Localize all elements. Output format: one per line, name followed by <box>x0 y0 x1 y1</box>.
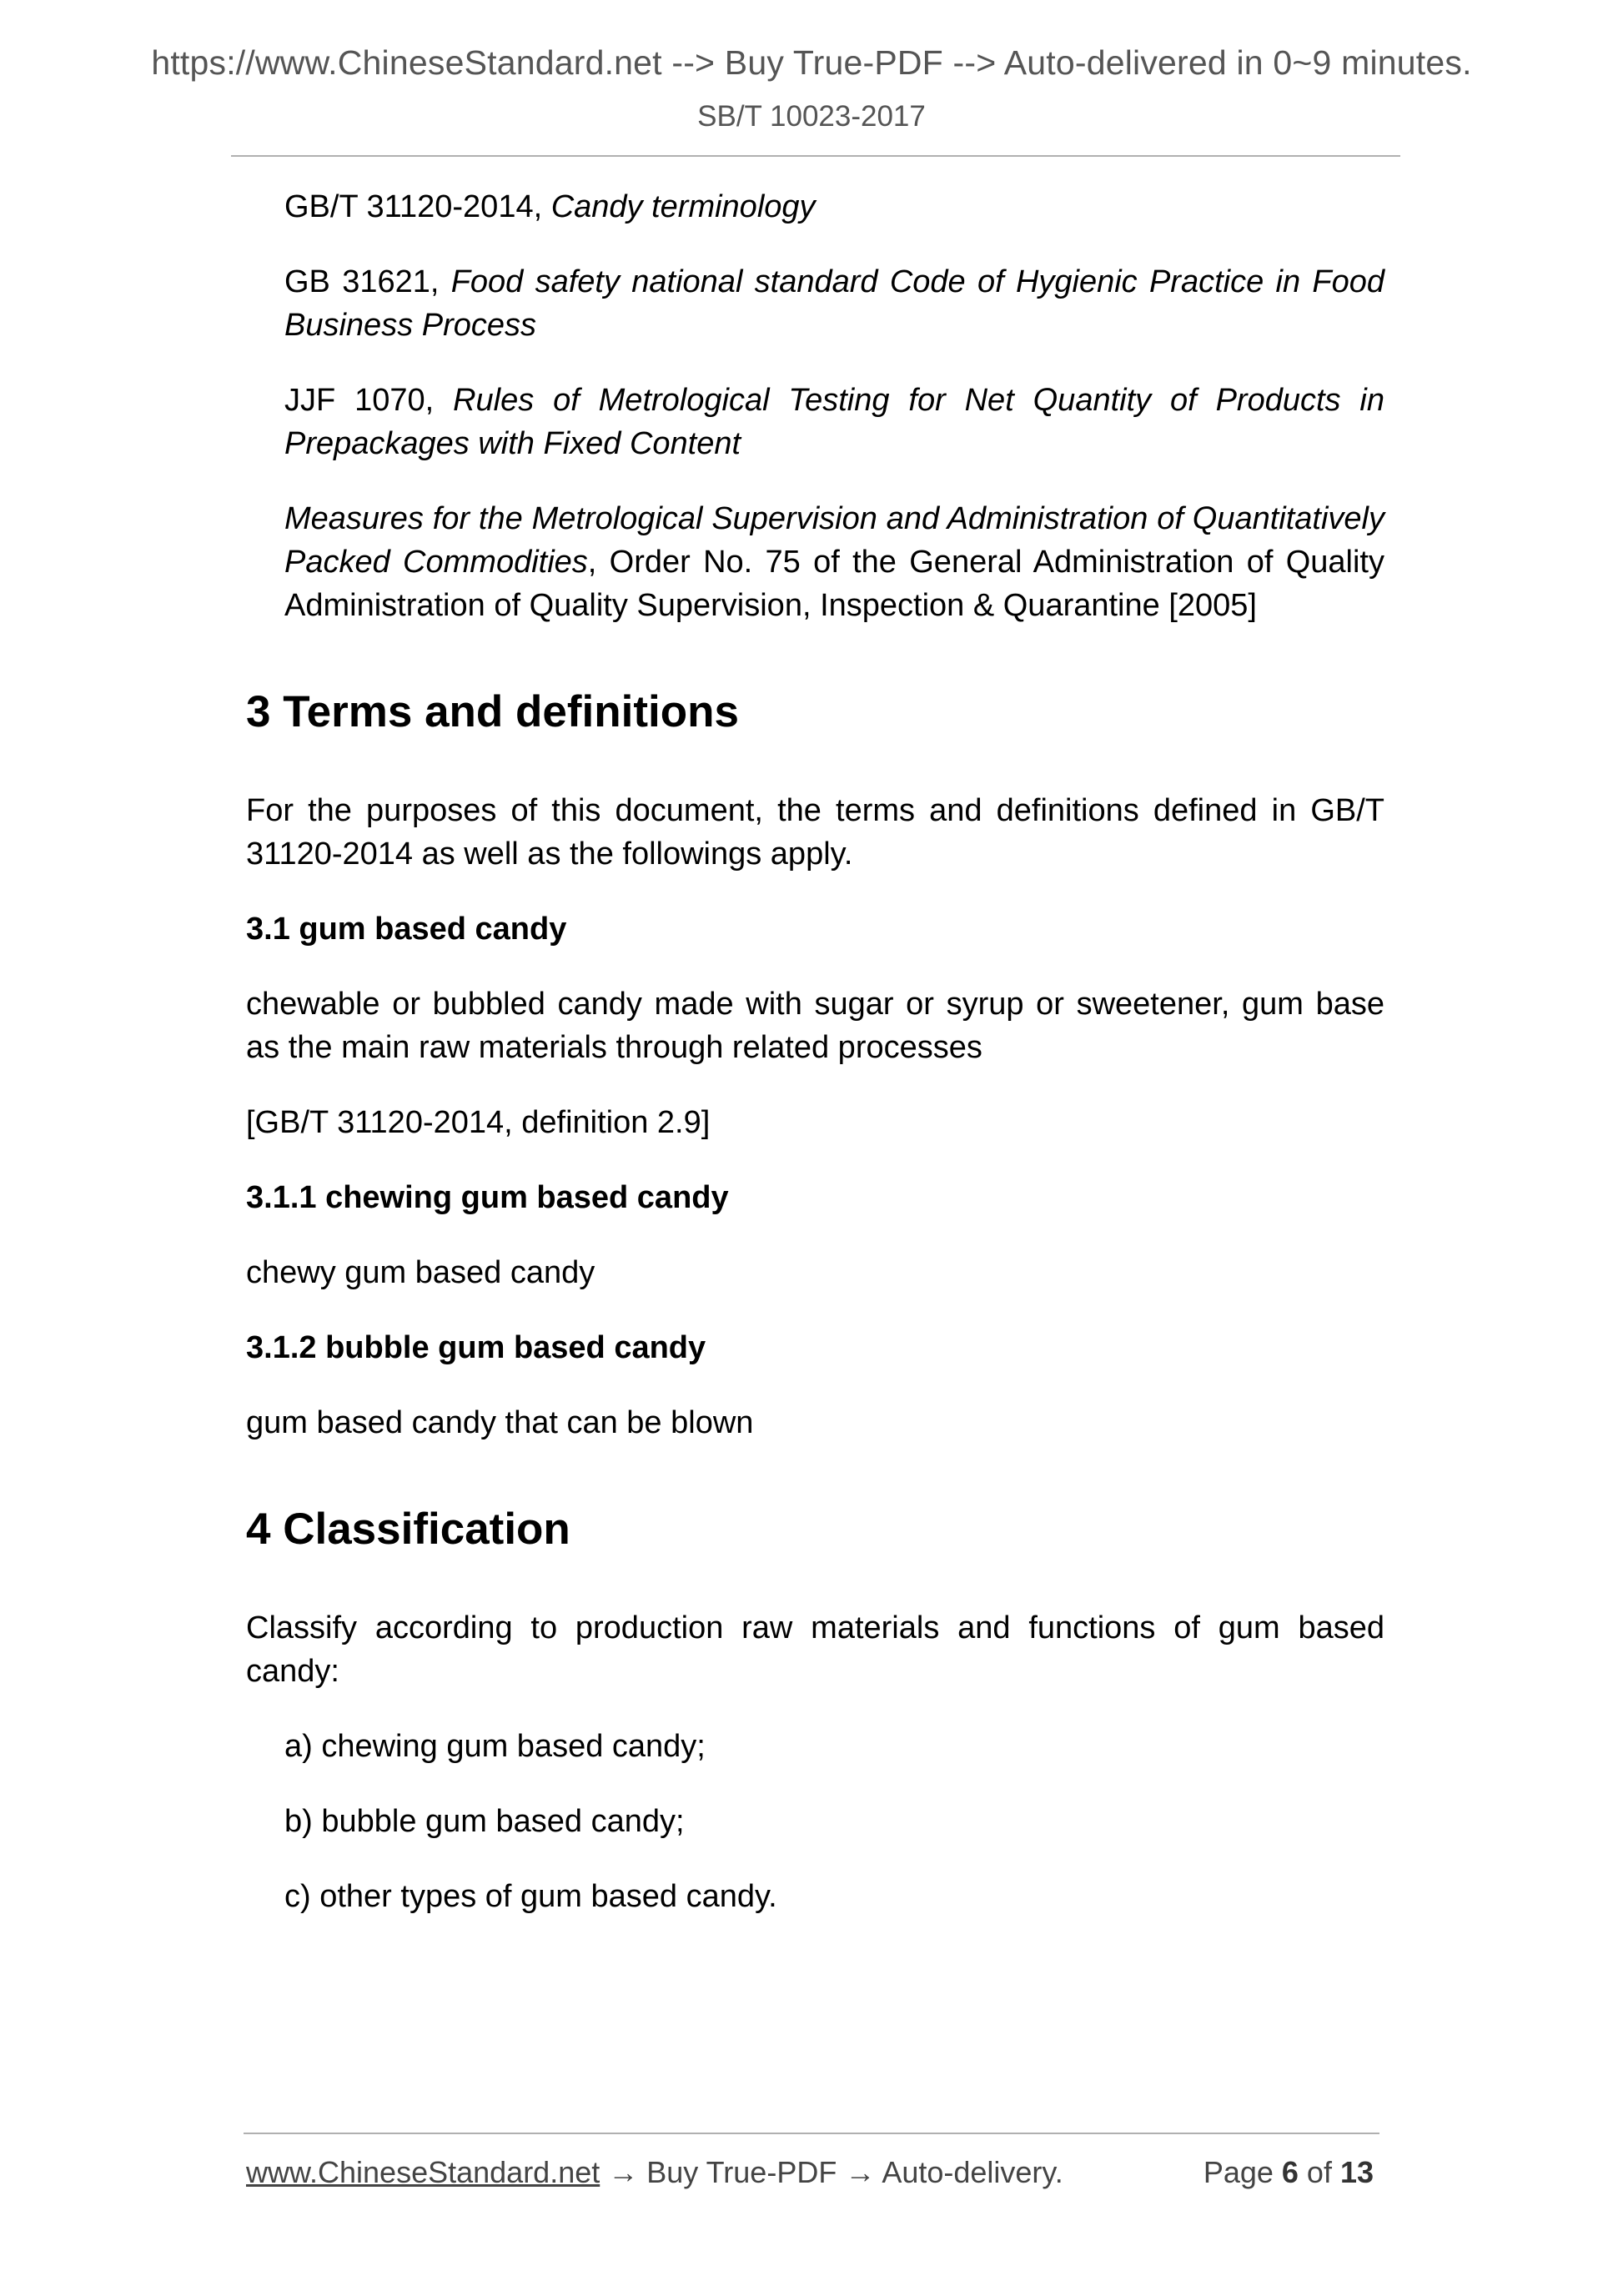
footer-divider <box>244 2133 1379 2134</box>
page-indicator <box>1203 2155 1374 2190</box>
list-item: a) chewing gum based candy; <box>284 1729 706 1764</box>
term-definition: chewy gum based candy <box>246 1255 595 1290</box>
term-heading: 3.1 gum based candy <box>246 912 567 947</box>
reference-title: Measures for the Metrological Supervision and Administration of Quantitatively Packed Commodities <box>284 501 1384 580</box>
section-intro: Classify according to production raw materials and functions of gum based candy: <box>246 1610 1384 1689</box>
reference-code: GB/T 31120-2014, <box>284 189 551 224</box>
term-heading: 3.1.2 bubble gum based candy <box>246 1330 706 1365</box>
top-banner[interactable]: https://www.ChineseStandard.net --> Buy True-PDF --> Auto-delivered in 0~9 minutes. <box>151 43 1472 82</box>
term-definition: gum based candy that can be blown <box>246 1405 754 1440</box>
section-heading-classification: 4 Classification <box>246 1505 570 1554</box>
section-heading-terms: 3 Terms and definitions <box>246 687 739 736</box>
page-content <box>246 185 1384 1950</box>
term-source: [GB/T 31120-2014, definition 2.9] <box>246 1105 711 1140</box>
reference-item <box>284 497 1384 627</box>
page-footer <box>246 2155 1374 2190</box>
reference-detail: , Order No. 75 of the General Administration of Quality Administration of Quality Supervision, Inspection & Quarantine [2005] <box>284 545 1384 623</box>
page-of-label: of <box>1298 2155 1340 2189</box>
reference-item <box>284 260 1384 347</box>
page-number: 6 <box>1281 2155 1299 2189</box>
page-total: 13 <box>1339 2155 1374 2189</box>
reference-title: Food safety national standard Code of Hygienic Practice in Food Business Process <box>284 264 1384 343</box>
list-item: b) bubble gum based candy; <box>284 1804 685 1839</box>
reference-title: Rules of Metrological Testing for Net Quantity of Products in Prepackages with Fixed Content <box>284 383 1384 461</box>
reference-title: Candy terminology <box>550 189 816 224</box>
list-item: c) other types of gum based candy. <box>284 1879 777 1914</box>
reference-item <box>284 185 1384 229</box>
document-code: SB/T 10023-2017 <box>697 100 926 133</box>
reference-code: GB 31621, <box>284 264 451 299</box>
footer-link[interactable]: www.ChineseStandard.net <box>246 2155 600 2189</box>
footer-tagline: → Buy True-PDF → Auto-delivery. <box>600 2155 1063 2189</box>
section-intro: For the purposes of this document, the terms and definitions defined in GB/T 31120-2014 as well as the followings apply. <box>246 793 1384 872</box>
page-label: Page <box>1203 2155 1282 2189</box>
term-heading: 3.1.1 chewing gum based candy <box>246 1180 729 1215</box>
reference-item <box>284 379 1384 465</box>
header-divider <box>231 155 1400 157</box>
term-definition: chewable or bubbled candy made with sugar or syrup or sweetener, gum base as the main raw materials through related processes <box>246 987 1384 1065</box>
reference-code: JJF 1070, <box>284 383 454 418</box>
